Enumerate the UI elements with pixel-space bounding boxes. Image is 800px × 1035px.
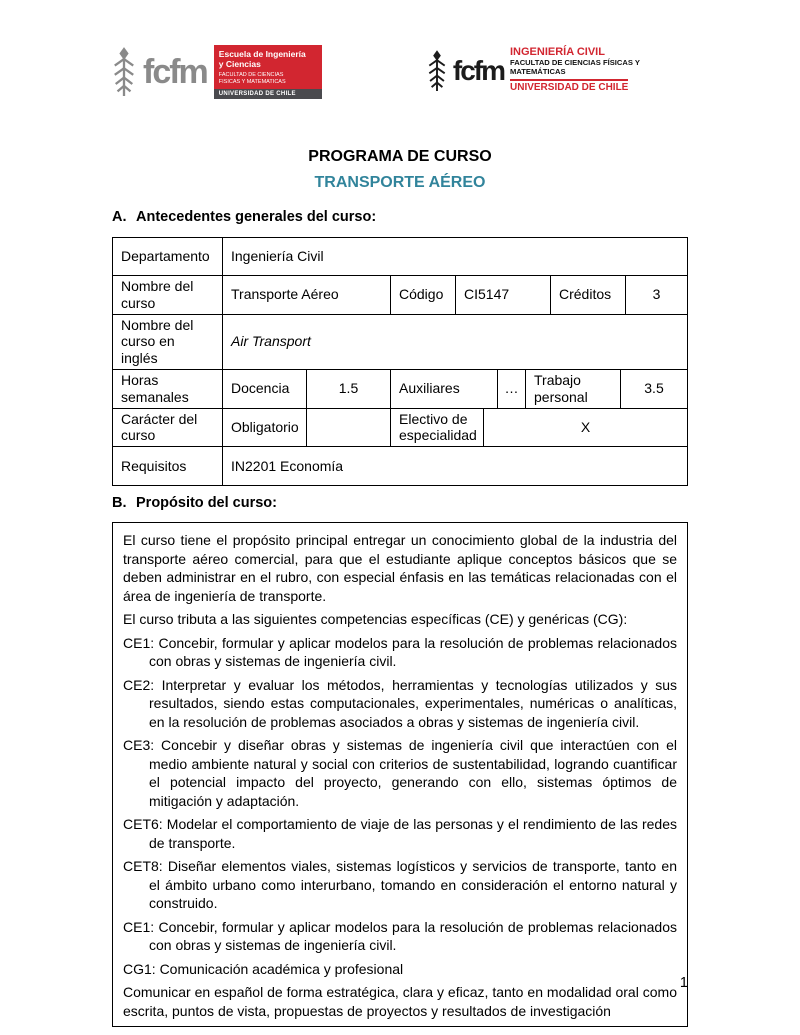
section-b-letter: B. — [112, 495, 127, 512]
table-row-departamento — [113, 238, 687, 276]
school-name: Escuela de Ingeniería y Ciencias — [218, 48, 306, 70]
nombre-ingles-label: Nombre del curso en inglés — [113, 315, 223, 369]
purpose-paragraph: El curso tributa a las siguientes competencias específicas (CE) y genéricas (CG): — [123, 611, 628, 628]
creditos-value: 3 — [652, 286, 661, 303]
creditos-label: Créditos — [551, 276, 626, 314]
faculty-logo — [427, 46, 688, 96]
school-faculty: FACULTAD DE CIENCIAS FISICAS Y MATEMATICAS — [218, 72, 286, 86]
table-row-caracter — [113, 409, 687, 448]
nombre-value: Transporte Aéreo — [223, 276, 391, 314]
table-row-nombre — [113, 276, 687, 315]
competency-ce3: CE3: Concebir y diseñar obras y sistemas de ingeniería civil que interactúen con el medio ambiente natural y social con criterios de sustentabilidad, logrando cuantificar el potencial impacto del proyecto, generando con ello, sistemas óptimos de mitigación y adaptación. — [123, 737, 677, 809]
competency-cg1: CG1: Comunicación académica y profesional — [123, 960, 404, 977]
fcfm-tree-icon — [427, 48, 447, 94]
table-row-requisitos — [113, 447, 687, 485]
electivo-mark: X — [580, 418, 591, 435]
electivo-label: Electivo de especialidad — [391, 409, 484, 447]
requisitos-value: IN2201 Economía — [231, 457, 344, 474]
section-b-heading-text: Propósito del curso: — [136, 495, 277, 512]
logo-department: INGENIERÍA CIVIL — [510, 46, 605, 58]
caracter-label: Carácter del curso — [113, 409, 223, 447]
title-block — [112, 148, 688, 192]
course-info-table — [112, 237, 688, 486]
section-b-heading — [112, 495, 688, 511]
school-name-box — [214, 45, 322, 99]
school-logo — [112, 44, 322, 100]
page-number: 1 — [679, 975, 688, 991]
section-a-heading-text: Antecedentes generales del curso: — [136, 209, 377, 225]
docencia-label: Docencia — [223, 370, 307, 408]
faculty-logo-text — [510, 46, 688, 96]
document-title: PROGRAMA DE CURSO — [308, 148, 492, 165]
auxiliares-value: … — [498, 370, 526, 408]
obligatorio-label: Obligatorio — [223, 409, 307, 447]
competency-ce1: CE1: Concebir, formular y aplicar modelos para la resolución de problemas relacionados con obras y sistemas de ingeniería civil. — [123, 634, 677, 670]
competency-cet8: CET8: Diseñar elementos viales, sistemas logísticos y servicios de transporte, tanto en el ámbito urbano como interurbano, tomando en consideración el entorno natural y construido. — [123, 858, 677, 912]
logo-faculty: FACULTAD DE CIENCIAS FÍSICAS Y MATEMÁTICAS — [510, 57, 640, 76]
codigo-value: CI5147 — [456, 276, 551, 314]
nombre-label: Nombre del curso — [113, 276, 223, 314]
fcfm-wordmark: fcfm — [452, 54, 504, 86]
trabajo-personal-value: 3.5 — [644, 380, 664, 397]
nombre-ingles-value: Air Transport — [231, 333, 311, 350]
obligatorio-mark — [307, 409, 391, 447]
trabajo-personal-label: Trabajo personal — [526, 370, 621, 408]
purpose-paragraph: El curso tiene el propósito principal entregar un conocimiento global de la industria del transporte aéreo comercial, para que el estudiante aplique conceptos básicos que se deben administrar en el rubro, con especial énfasis en las temáticas relacionadas con el área de ingeniería de transporte. — [123, 532, 677, 604]
codigo-label: Código — [391, 276, 456, 314]
departamento-value: Ingeniería Civil — [231, 248, 324, 265]
docencia-value: 1.5 — [307, 370, 391, 408]
competency-ce2: CE2: Interpretar y evaluar los métodos, herramientas y tecnologías utilizados y sus resultados, siendo estas computacionales, experimentales, numéricas o analíticas, en la resolución de problemas asociados a obras y sistemas de ingeniería civil. — [123, 676, 677, 730]
table-row-horas — [113, 370, 687, 409]
table-row-nombre-ingles — [113, 315, 687, 370]
course-purpose-box — [112, 522, 688, 1027]
competency-cg1-detail: Comunicar en español de forma estratégica, clara y eficaz, tanto en modalidad oral como escrita, puntos de vista, propuestas de proyectos y resultados de investigación — [123, 984, 677, 1019]
header — [112, 44, 688, 110]
school-university: UNIVERSIDAD DE CHILE — [214, 89, 322, 99]
logo-university: UNIVERSIDAD DE CHILE — [510, 79, 628, 94]
fcfm-tree-icon — [112, 44, 136, 100]
course-title: TRANSPORTE AÉREO — [314, 174, 486, 191]
horas-label: Horas semanales — [113, 370, 223, 408]
competency-cet6: CET6: Modelar el comportamiento de viaje de las personas y el rendimiento de las redes de transporte. — [123, 816, 677, 851]
requisitos-label: Requisitos — [113, 447, 223, 485]
departamento-label: Departamento — [113, 238, 223, 275]
competency-ce1-repeat: CE1: Concebir, formular y aplicar modelos para la resolución de problemas relacionados con obras y sistemas de ingeniería civil. — [123, 918, 677, 954]
auxiliares-label: Auxiliares — [391, 370, 498, 408]
section-a-heading — [112, 209, 688, 225]
fcfm-wordmark: fcfm — [143, 53, 207, 91]
section-a-letter: A. — [112, 209, 127, 225]
